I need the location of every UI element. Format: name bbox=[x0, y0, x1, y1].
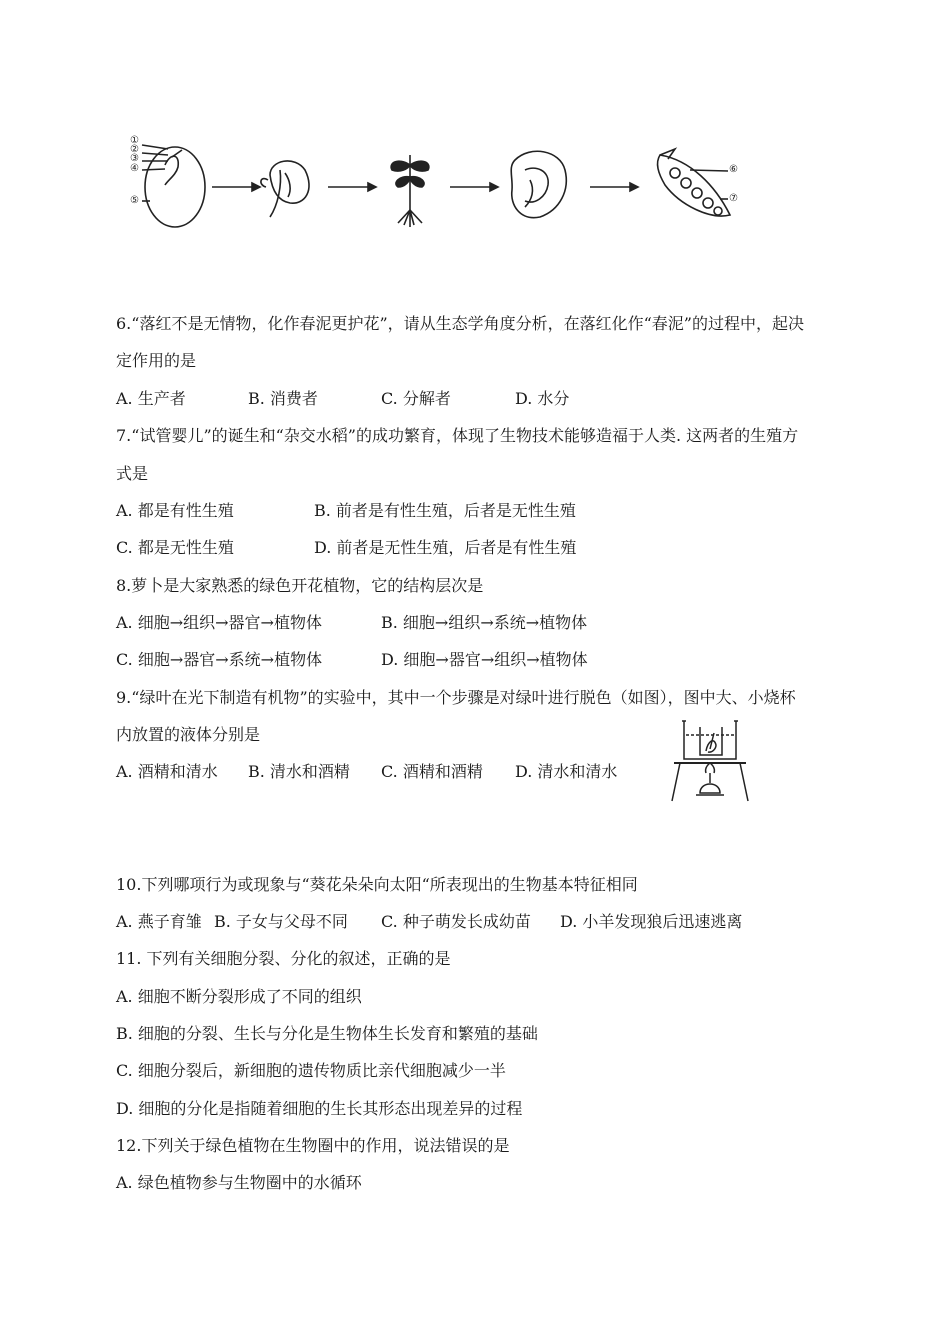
q6-stem-line2: 定作用的是 bbox=[116, 351, 197, 370]
q7-stem-line2: 式是 bbox=[116, 464, 149, 483]
q11-option-a: A. 细胞不断分裂形成了不同的组织 bbox=[116, 987, 362, 1006]
q6-option-c: C. 分解者 bbox=[381, 389, 451, 408]
q11-stem: 11. 下列有关细胞分裂、分化的叙述，正确的是 bbox=[116, 949, 451, 968]
life-cycle-figure bbox=[120, 135, 760, 230]
q7-stem-line1: 7.“试管婴儿”的诞生和“杂交水稻”的成功繁育，体现了生物技术能够造福于人类. 这两者的生殖方 bbox=[116, 426, 799, 445]
q6-option-a: A. 生产者 bbox=[116, 389, 186, 408]
q10-option-d: D. 小羊发现狼后迅速逃离 bbox=[560, 912, 743, 931]
plant-life-cycle-diagram-icon bbox=[120, 135, 760, 230]
q8-option-d: D. 细胞→器官→组织→植物体 bbox=[381, 650, 588, 669]
q9-option-c: C. 酒精和酒精 bbox=[381, 762, 483, 781]
figure-label-3: ③ bbox=[130, 153, 139, 164]
q9-option-b: B. 清水和酒精 bbox=[248, 762, 350, 781]
figure-label-6: ⑥ bbox=[729, 164, 738, 175]
q10-option-a: A. 燕子育雏 bbox=[116, 912, 202, 931]
q10-option-b: B. 子女与父母不同 bbox=[214, 912, 348, 931]
q9-stem-line1: 9.“绿叶在光下制造有机物”的实验中，其中一个步骤是对绿叶进行脱色（如图），图中大、小烧杯 bbox=[116, 688, 796, 707]
figure-label-1: ① bbox=[130, 135, 139, 146]
q6-option-b: B. 消费者 bbox=[248, 389, 318, 408]
q6-stem-line1: 6.“落红不是无情物，化作春泥更护花”，请从生态学角度分析，在落红化作“春泥”的过程中，起决 bbox=[116, 314, 804, 333]
q8-option-b: B. 细胞→组织→系统→植物体 bbox=[381, 613, 588, 632]
q12-option-a: A. 绿色植物参与生物圈中的水循环 bbox=[116, 1173, 362, 1192]
q7-option-d: D. 前者是无性生殖，后者是有性生殖 bbox=[314, 538, 577, 557]
q10-option-c: C. 种子萌发长成幼苗 bbox=[381, 912, 531, 931]
beaker-water-bath-icon bbox=[670, 715, 750, 805]
q7-option-c: C. 都是无性生殖 bbox=[116, 538, 234, 557]
figure-label-2: ② bbox=[130, 144, 139, 155]
figure-label-5: ⑤ bbox=[130, 195, 139, 206]
q11-option-d: D. 细胞的分化是指随着细胞的生长其形态出现差异的过程 bbox=[116, 1099, 523, 1118]
q9-option-d: D. 清水和清水 bbox=[515, 762, 618, 781]
q9-stem-line2: 内放置的液体分别是 bbox=[116, 725, 261, 744]
figure-label-7: ⑦ bbox=[729, 193, 738, 204]
q12-stem: 12.下列关于绿色植物在生物圈中的作用，说法错误的是 bbox=[116, 1136, 510, 1155]
q11-option-b: B. 细胞的分裂、生长与分化是生物体生长发育和繁殖的基础 bbox=[116, 1024, 538, 1043]
q9-option-a: A. 酒精和清水 bbox=[116, 762, 218, 781]
figure-label-4: ④ bbox=[130, 163, 139, 174]
q7-option-a: A. 都是有性生殖 bbox=[116, 501, 234, 520]
q10-stem: 10.下列哪项行为或现象与“葵花朵朵向太阳“所表现出的生物基本特征相同 bbox=[116, 875, 638, 894]
q8-stem: 8.萝卜是大家熟悉的绿色开花植物，它的结构层次是 bbox=[116, 576, 484, 595]
q6-option-d: D. 水分 bbox=[515, 389, 570, 408]
q8-option-a: A. 细胞→组织→器官→植物体 bbox=[116, 613, 322, 632]
q8-option-c: C. 细胞→器官→系统→植物体 bbox=[116, 650, 323, 669]
q7-option-b: B. 前者是有性生殖，后者是无性生殖 bbox=[314, 501, 576, 520]
q11-option-c: C. 细胞分裂后，新细胞的遗传物质比亲代细胞减少一半 bbox=[116, 1061, 506, 1080]
